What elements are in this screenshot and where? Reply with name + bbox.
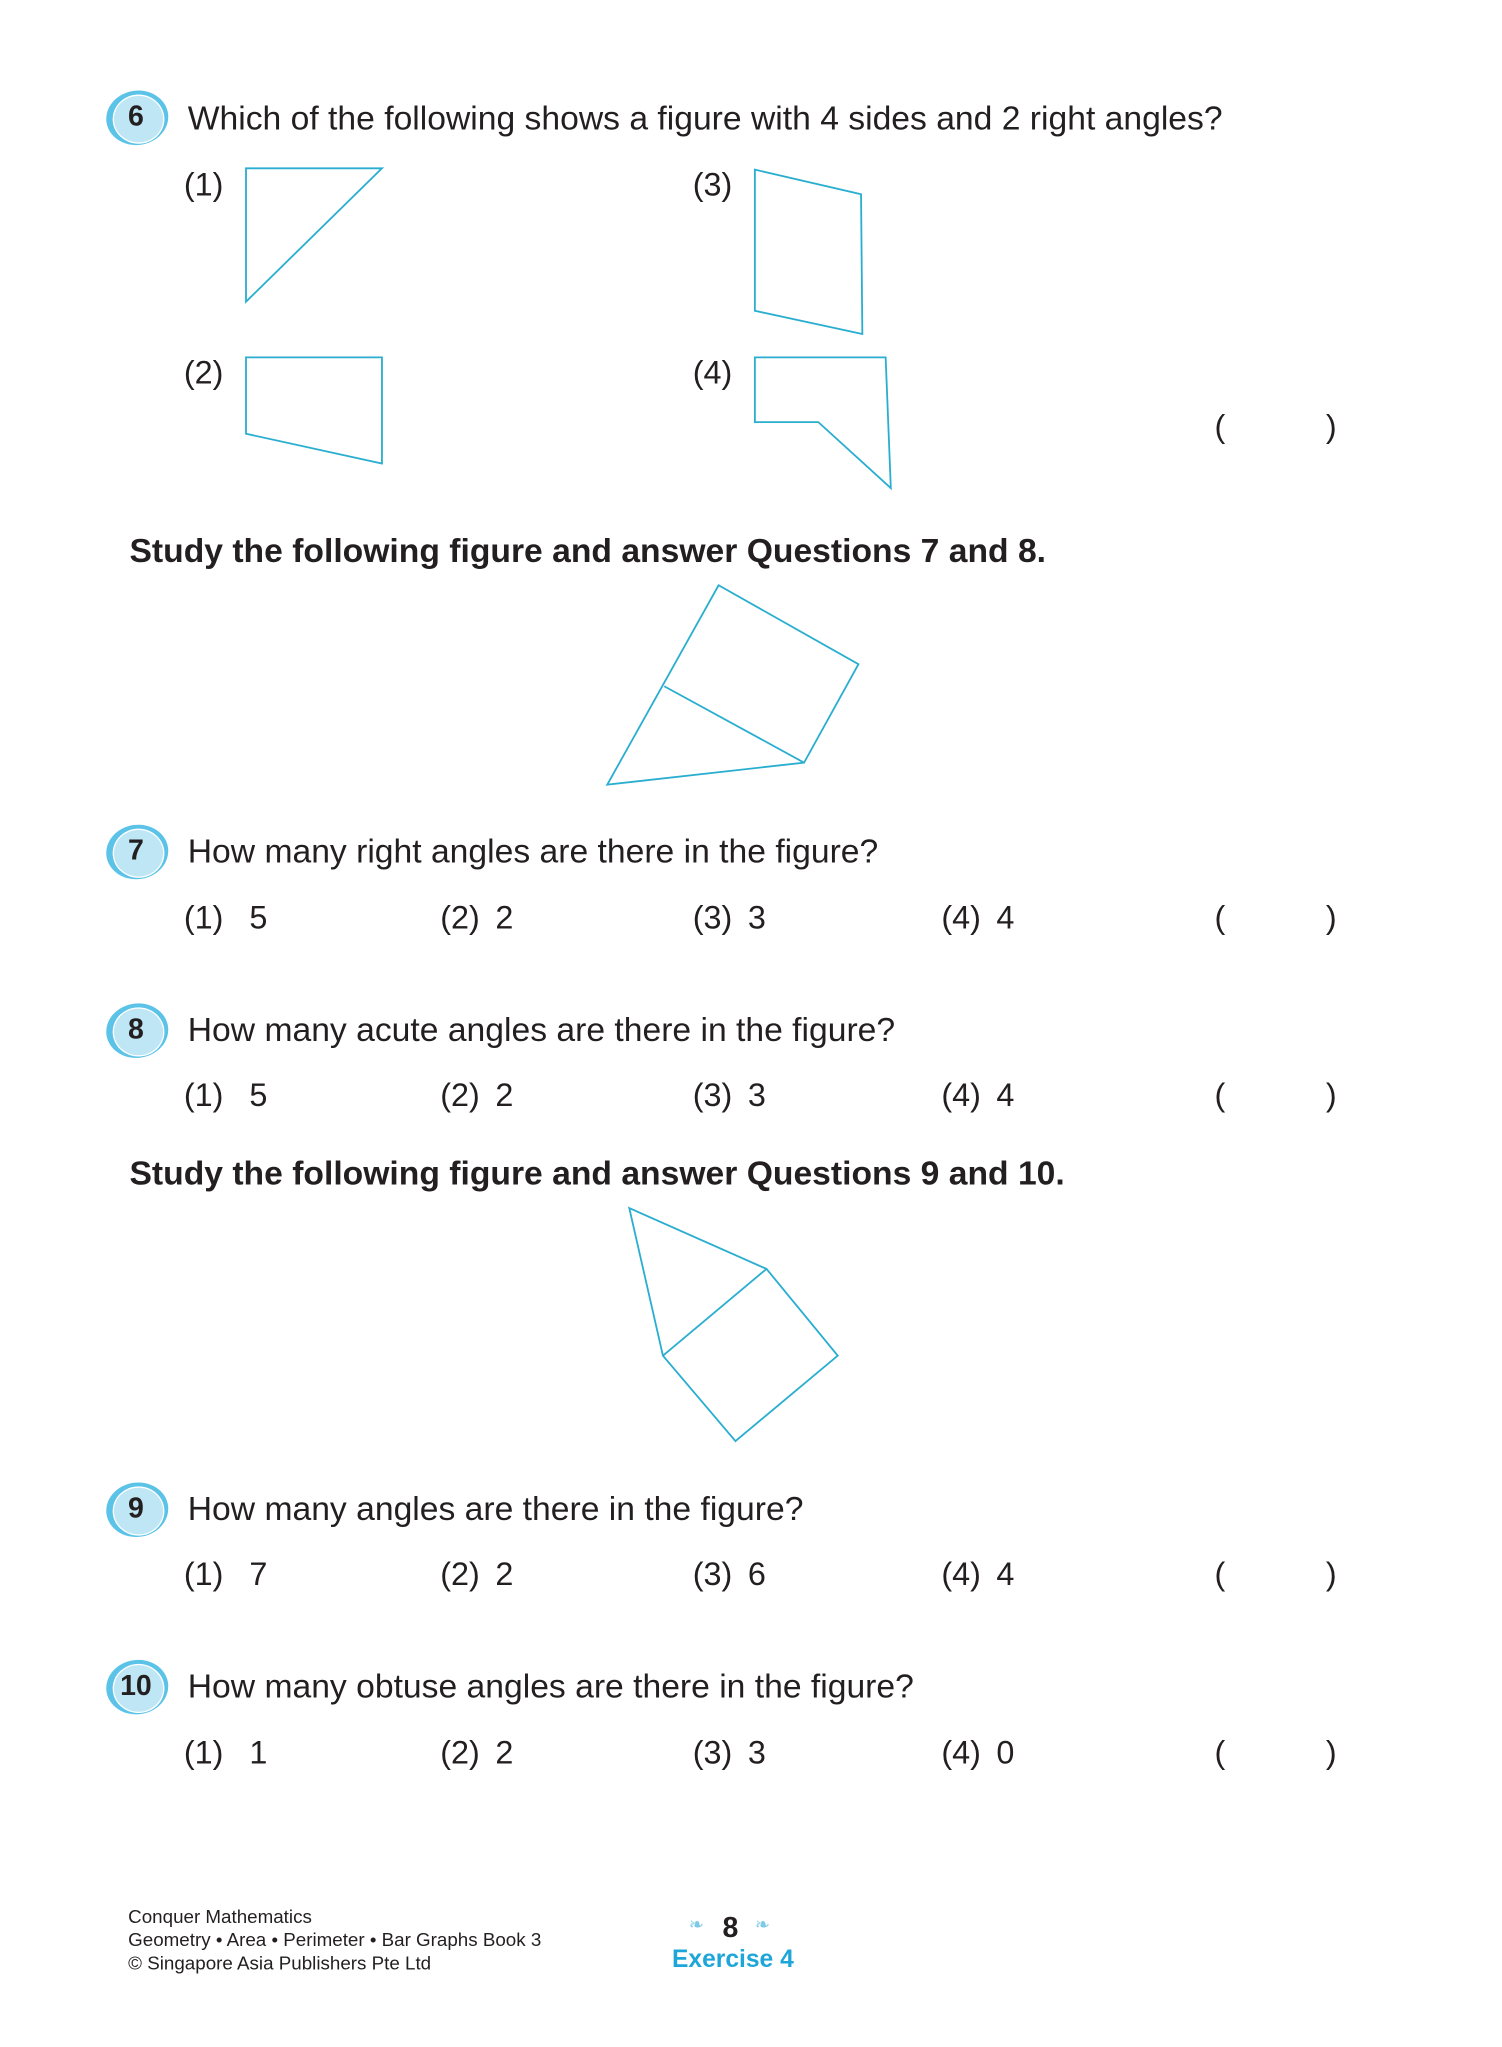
footer-book-subtitle: Geometry • Area • Perimeter • Bar Graphs Book 3 — [128, 1930, 542, 1952]
option-choice[interactable] — [693, 1734, 766, 1773]
answer-bracket-close[interactable]: ) — [1325, 409, 1337, 446]
ornament-icon-right: ❧ — [754, 1913, 771, 1935]
option-label: (4) — [941, 899, 981, 937]
answer-bracket-open[interactable]: ( — [1214, 899, 1226, 937]
option-value: 4 — [996, 1077, 1015, 1114]
option-value: 2 — [495, 899, 514, 937]
option-value: 6 — [747, 1556, 766, 1593]
option-choice[interactable] — [184, 1076, 267, 1115]
option-choice[interactable] — [184, 1734, 267, 1773]
option-label: (3) — [692, 1077, 733, 1114]
question-6-text: Which of the following shows a figure with 4 sides and 2 right angles? — [187, 98, 1223, 138]
question-number-badge — [106, 1483, 166, 1535]
option-label: (2) — [440, 899, 480, 937]
option-label: (4) — [941, 1077, 981, 1114]
figure-q9-10-outline — [629, 1208, 837, 1441]
figure-q9-10-divider — [663, 1269, 767, 1356]
option-choice[interactable] — [693, 1555, 766, 1594]
shape-option-3-quadrilateral — [755, 170, 862, 334]
option-value: 5 — [249, 1077, 268, 1114]
exercise-label: Exercise 4 — [672, 1946, 794, 1974]
answer-bracket-close[interactable]: ) — [1325, 1556, 1337, 1593]
option-value: 4 — [996, 899, 1015, 937]
section-heading: Study the following figure and answer Questions 7 and 8. — [129, 530, 1047, 570]
option-choice[interactable] — [440, 1734, 513, 1773]
option-value: 7 — [249, 1556, 268, 1593]
footer-book-title: Conquer Mathematics — [128, 1907, 312, 1928]
option-value: 2 — [495, 1735, 514, 1772]
figure-q7-8-outline — [607, 585, 858, 784]
option-label: (2) — [440, 1556, 480, 1593]
section-heading: Study the following figure and answer Questions 9 and 10. — [129, 1153, 1065, 1193]
option-choice[interactable] — [693, 899, 766, 938]
option-label[interactable]: (3) — [692, 167, 733, 204]
option-label[interactable]: (2) — [183, 354, 224, 392]
option-value: 3 — [747, 1735, 766, 1772]
question-number-badge — [106, 91, 166, 143]
option-label[interactable]: (1) — [183, 167, 224, 204]
option-label: (1) — [183, 899, 224, 937]
option-choice[interactable] — [440, 1555, 513, 1594]
question-number: 6 — [128, 99, 144, 133]
option-choice[interactable] — [941, 1734, 1014, 1773]
question-number: 9 — [128, 1491, 144, 1524]
option-label: (1) — [183, 1556, 224, 1593]
answer-bracket-close[interactable]: ) — [1325, 899, 1337, 937]
question-number: 10 — [120, 1668, 152, 1702]
option-value: 2 — [495, 1077, 514, 1114]
option-choice[interactable] — [693, 1076, 766, 1115]
answer-bracket-close[interactable]: ) — [1325, 1735, 1337, 1772]
option-value: 1 — [249, 1735, 268, 1772]
option-label[interactable]: (4) — [692, 354, 733, 392]
option-choice[interactable] — [184, 1555, 267, 1594]
shape-option-1-triangle — [246, 168, 382, 301]
question-number-badge — [106, 1003, 166, 1055]
question-number: 8 — [128, 1012, 144, 1045]
shape-option-4-pentagon — [755, 357, 891, 488]
option-value: 0 — [996, 1735, 1015, 1772]
question-number-badge — [106, 825, 166, 877]
question-text: How many right angles are there in the figure? — [187, 831, 879, 871]
option-choice[interactable] — [941, 1076, 1014, 1115]
option-value: 5 — [249, 899, 268, 937]
question-text: How many obtuse angles are there in the figure? — [187, 1666, 914, 1706]
option-label: (4) — [941, 1735, 981, 1772]
option-choice[interactable] — [440, 899, 513, 938]
option-choice[interactable] — [941, 1555, 1014, 1594]
option-label: (1) — [183, 1077, 224, 1114]
question-text: How many acute angles are there in the figure? — [187, 1009, 896, 1049]
ornament-icon-left: ❧ — [688, 1913, 705, 1935]
option-choice[interactable] — [440, 1076, 513, 1115]
question-number-badge — [106, 1660, 166, 1712]
option-choice[interactable] — [941, 899, 1014, 938]
option-label: (3) — [692, 1735, 733, 1772]
answer-bracket-open[interactable]: ( — [1214, 1077, 1226, 1114]
shape-option-2-quadrilateral — [246, 357, 382, 463]
option-value: 2 — [495, 1556, 514, 1593]
option-label: (3) — [692, 1556, 733, 1593]
answer-bracket-open[interactable]: ( — [1214, 409, 1226, 446]
answer-bracket-close[interactable]: ) — [1325, 1077, 1337, 1114]
question-text: How many angles are there in the figure? — [187, 1489, 804, 1528]
option-label: (1) — [183, 1735, 224, 1772]
question-number: 7 — [128, 833, 144, 867]
answer-bracket-open[interactable]: ( — [1214, 1735, 1226, 1772]
option-value: 3 — [747, 1077, 766, 1114]
figure-q7-8-divider — [664, 686, 804, 762]
page-number: 8 — [722, 1911, 739, 1944]
option-value: 4 — [996, 1556, 1015, 1593]
option-label: (2) — [440, 1077, 480, 1114]
answer-bracket-open[interactable]: ( — [1214, 1556, 1226, 1593]
option-value: 3 — [747, 899, 766, 937]
option-label: (3) — [692, 899, 733, 937]
footer-copyright: © Singapore Asia Publishers Pte Ltd — [128, 1953, 432, 1975]
option-label: (2) — [440, 1735, 480, 1772]
option-choice[interactable] — [184, 899, 267, 938]
option-label: (4) — [941, 1556, 981, 1593]
